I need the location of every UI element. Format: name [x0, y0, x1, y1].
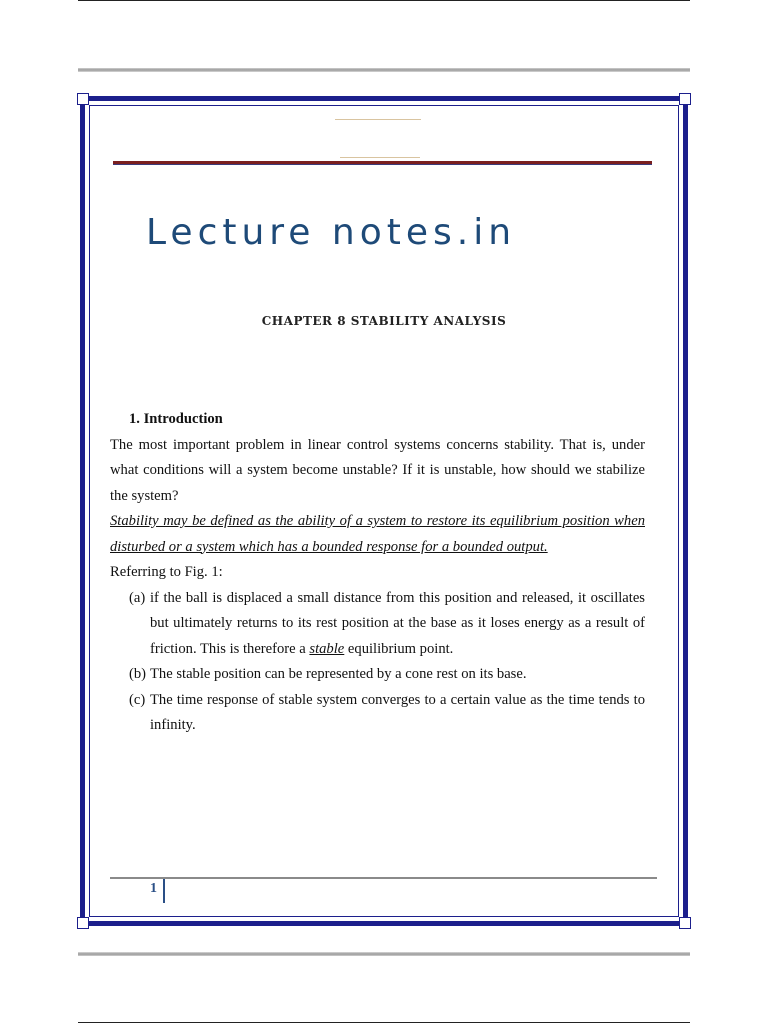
top-page-separator [78, 68, 690, 72]
top-edge-line [78, 0, 690, 1]
list-item-label: (b) [129, 666, 147, 682]
corner-ornament [679, 93, 691, 105]
bottom-page-separator [78, 952, 690, 956]
corner-ornament [77, 917, 89, 929]
list-item-label: (c) [129, 691, 146, 708]
section-heading: 1. Introduction [129, 411, 223, 427]
page-number: 1 [150, 881, 157, 896]
site-logo-text: Lecture notes.in [146, 212, 517, 253]
header-rule [113, 161, 652, 165]
bottom-edge-line [78, 1022, 690, 1023]
referring-line: Referring to Fig. 1: [110, 564, 223, 580]
chapter-title: CHAPTER 8 STABILITY ANALYSIS [261, 314, 507, 328]
corner-ornament [679, 917, 691, 929]
list-item [110, 662, 645, 688]
stable-emphasis: stable [309, 640, 345, 657]
list-item-text-after: equilibrium point. [344, 640, 454, 657]
list-item [110, 586, 645, 663]
list-item-label: (a) [129, 589, 146, 606]
faint-header-mark [340, 157, 420, 158]
list-item-text [150, 586, 645, 663]
footer-rule [110, 877, 657, 879]
definition-paragraph: Stability may be defined as the ability of a system to restore its equilibrium position when disturbed or a system which has a bounded response for a bounded output. [110, 513, 645, 555]
list-item [110, 688, 645, 739]
list-item-text-before: if the ball is displaced a small distance from this position and released, it oscillates but ultimately returns to its rest position at the base as it loses energy as a result of friction. This is therefore a [150, 589, 645, 657]
list-item-text: The stable position can be represented by a cone rest on its base. [150, 666, 527, 682]
faint-header-mark [335, 119, 421, 120]
corner-ornament [77, 93, 89, 105]
document-body [110, 407, 645, 739]
page-number-bar [163, 879, 165, 903]
intro-paragraph: The most important problem in linear control systems concerns stability. That is, under what conditions will a system become unstable? If it is unstable, how should we stabilize the system? [110, 436, 645, 504]
list-item-text: The time response of stable system converges to a certain value as the time tends to infinity. [150, 691, 645, 733]
